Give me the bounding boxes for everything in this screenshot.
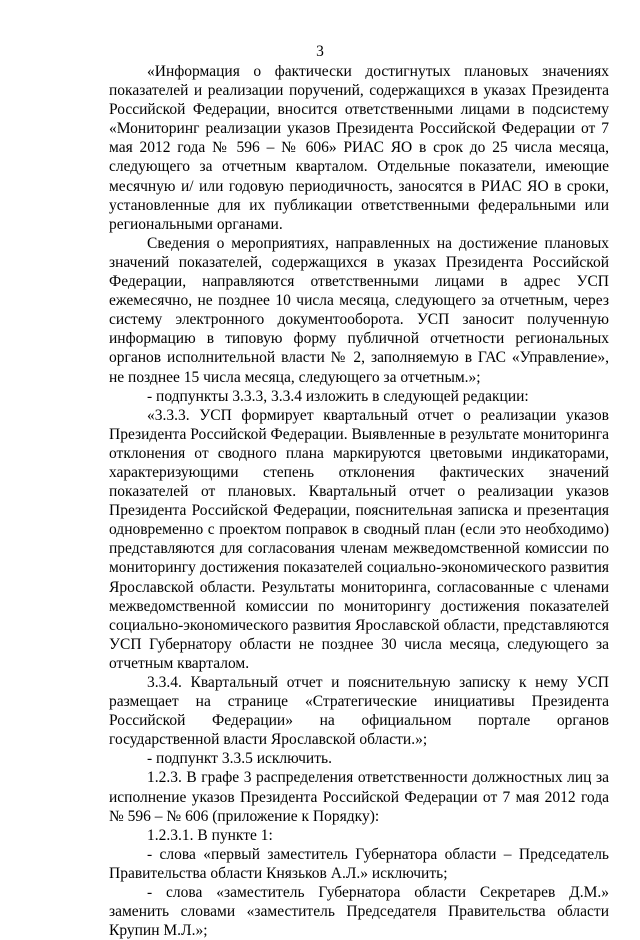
paragraph-measures-info: Сведения о мероприятиях, направленных на достижение плановых значений показателей, содержащихся в указах Президента Российской Федерации, направляются ответственными лицами в адрес УСП ежемесячно, не позднее 10 числа месяца, следующего за отчетным, через систему электронного документооборота. УСП заносит полученную информацию в типовую форму публичной отчетности региональных органов исполнительной власти № 2, заполняемую в ГАС «Управление», не позднее 15 числа месяца, следующего за отчетным.»; <box>109 234 609 386</box>
document-body <box>109 62 609 940</box>
paragraph-subpoints-amend: - подпункты 3.3.3, 3.3.4 изложить в следующей редакции: <box>147 387 529 405</box>
paragraph-information-deadlines: «Информация о фактически достигнутых плановых значениях показателей и реализации поручений, содержащихся в указах Президента Российской Федерации, вносится ответственными лицами в подсистему «Мониторинг реализации указов Президента Российской Федерации от 7 мая 2012 года № 596 – № 606» РИАС ЯО в срок до 25 числа месяца, следующего за отчетным кварталом. Отдельные показатели, имеющие месячную и/ или годовую периодичность, заносятся в РИАС ЯО в сроки, установленные для их публикации ответственными федеральными или региональными органами. <box>109 63 609 233</box>
paragraph-1-2-3-1: 1.2.3.1. В пункте 1: <box>147 826 273 844</box>
paragraph-words-exclude: - слова «первый заместитель Губернатора области – Председатель Правительства области Князьков А.Л.» исключить; <box>109 845 609 882</box>
page-number: 3 <box>316 43 324 60</box>
paragraph-3-3-5-exclude: - подпункт 3.3.5 исключить. <box>147 750 332 768</box>
paragraph-words-replace: - слова «заместитель Губернатора области Секретарев Д.М.» заменить словами «заместитель Председателя Правительства области Крупин М.Л.»; <box>109 884 609 940</box>
paragraph-3-3-3: «3.3.3. УСП формирует квартальный отчет о реализации указов Президента Российской Федерации. Выявленные в результате мониторинга отклонения от сводного плана маркируются цветовыми индикаторами, характеризующими степень отклонения фактических значений показателей от плановых. Квартальный отчет о реализации указов Президента Российской Федерации, пояснительная записка и презентация одновременно с проектом поправок в сводный план (если это необходимо) представляются для согласования членам межведомственной комиссии по мониторингу достижения показателей социально-экономического развития Ярославской области. Результаты мониторинга, согласованные с членами межведомственной комиссии по мониторингу достижения показателей социально-экономического развития Ярославской области, представляются УСП Губернатору области не позднее 30 числа месяца, следующего за отчетным кварталом. <box>109 406 609 672</box>
paragraph-1-2-3: 1.2.3. В графе 3 распределения ответственности должностных лиц за исполнение указов Президента Российской Федерации от 7 мая 2012 года № 596 – № 606 (приложение к Порядку): <box>109 769 609 825</box>
paragraph-3-3-4: 3.3.4. Квартальный отчет и пояснительную записку к нему УСП размещает на странице «Стратегические инициативы Президента Российской Федерации» на официальном портале органов государственной власти Ярославской области.»; <box>109 674 609 749</box>
